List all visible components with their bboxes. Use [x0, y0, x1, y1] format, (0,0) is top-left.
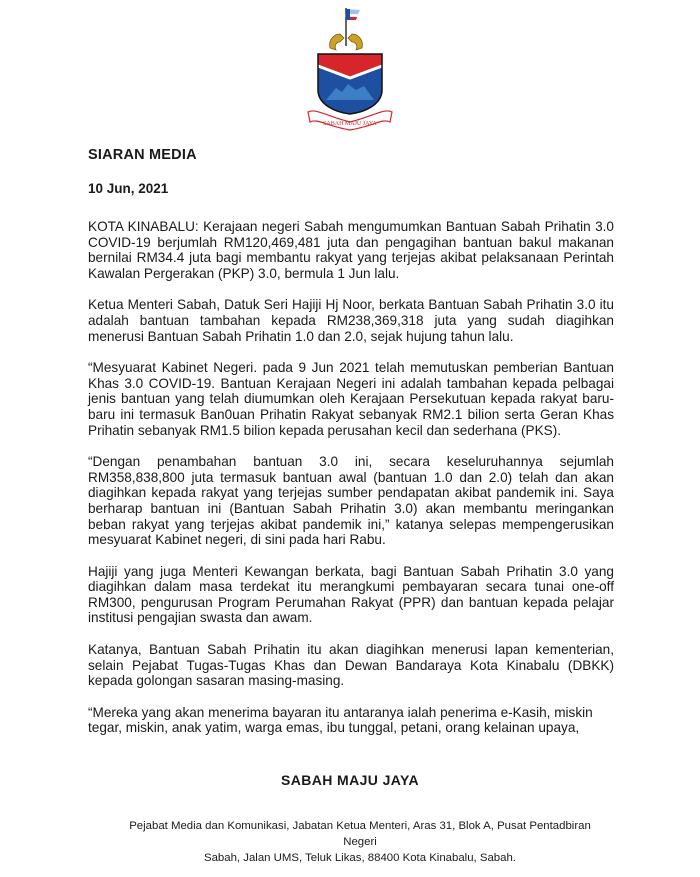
- paragraph: Katanya, Bantuan Sabah Prihatin itu akan diagihkan menerusi lapan kementerian, selain Pejabat Tugas-Tugas Khas dan Dewan Bandaraya Kota Kinabalu (DBKK) kepada golongan sasaran masing-masing.: [88, 642, 614, 689]
- press-release-heading: SIARAN MEDIA: [88, 147, 197, 163]
- paragraph: “Mesyuarat Kabinet Negeri. pada 9 Jun 2021 telah memutuskan pemberian Bantuan Khas 3.0 COVID-19. Bantuan Kerajaan Negeri ini adalah tambahan kepada pelbagai jenis bantuan yang telah diumumkan oleh Kerajaan Persekutuan kepada rakyat baru-baru ini termasuk Ban0uan Prihatin Rakyat sebanyak RM2.1 bilion serta Geran Khas Prihatin sebanyak RM1.5 bilion kepada perusahan kecil dan sederhana (PKS).: [88, 360, 614, 438]
- paragraph: “Dengan penambahan bantuan 3.0 ini, secara keseluruhannya sejumlah RM358,838,800 juta termasuk bantuan awal (bantuan 1.0 dan 2.0) telah dan akan diagihkan kepada rakyat yang terjejas sumber pendapatan akibat pandemik ini. Saya berharap bantuan ini (Bantuan Sabah Prihatin 3.0) akan membantu meringankan beban rakyat yang terjejas akibat pandemik ini,” katanya selepas mempengerusikan mesyuarat Kabinet negeri, di sini pada hari Rabu.: [88, 454, 614, 548]
- crest-flag: [346, 9, 360, 20]
- crest-scroll-text: SABAH MAJU JAYA: [323, 121, 377, 127]
- paragraph: Hajiji yang juga Menteri Kewangan berkata, bagi Bantuan Sabah Prihatin 3.0 yang diagihkan dalam masa terdekat itu merangkumi pembayaran secara tunai one-off RM300, pengurusan Program Perumahan Rakyat (PPR) dan bantuan kepada pelajar institusi pengajian swasta dan awam.: [88, 563, 614, 626]
- press-release-body: [88, 219, 614, 752]
- paragraph: “Mereka yang akan menerima bayaran itu antaranya ialah penerima e-Kasih, miskin tegar, miskin, anak yatim, warga emas, ibu tunggal, petani, orang kelainan upaya,: [88, 704, 593, 736]
- sabah-coat-of-arms-logo: [296, 4, 404, 136]
- crest-shield: [318, 54, 382, 114]
- paragraph: KOTA KINABALU: Kerajaan negeri Sabah mengumumkan Bantuan Sabah Prihatin 3.0 COVID-19 berjumlah RM120,469,481 juta dan pengagihan bantuan bakul makanan bernilai RM34.4 juta bagi membantu rakyat yang terjejas akibat pelaksanaan Perintah Kawalan Pergerakan (PKP) 3.0, bermula 1 Jun lalu.: [88, 219, 614, 281]
- paragraph: Ketua Menteri Sabah, Datuk Seri Hajiji Hj Noor, berkata Bantuan Sabah Prihatin 3.0 itu adalah bantuan tambahan kepada RM238,369,318 juta yang sudah diagihkan menerusi Bantuan Sabah Prihatin 1.0 dan 2.0, sejak hujung tahun lalu.: [88, 297, 614, 344]
- footer-address-line: Pejabat Media dan Komunikasi, Jabatan Ketua Menteri, Aras 31, Blok A, Pusat Pentadbiran Negeri: [129, 820, 591, 848]
- motto: SABAH MAJU JAYA: [280, 772, 419, 788]
- footer-address-line: Sabah, Jalan UMS, Teluk Likas, 88400 Kota Kinabalu, Sabah.: [204, 852, 516, 864]
- release-date: 10 Jun, 2021: [88, 181, 169, 196]
- footer-address: [120, 818, 600, 866]
